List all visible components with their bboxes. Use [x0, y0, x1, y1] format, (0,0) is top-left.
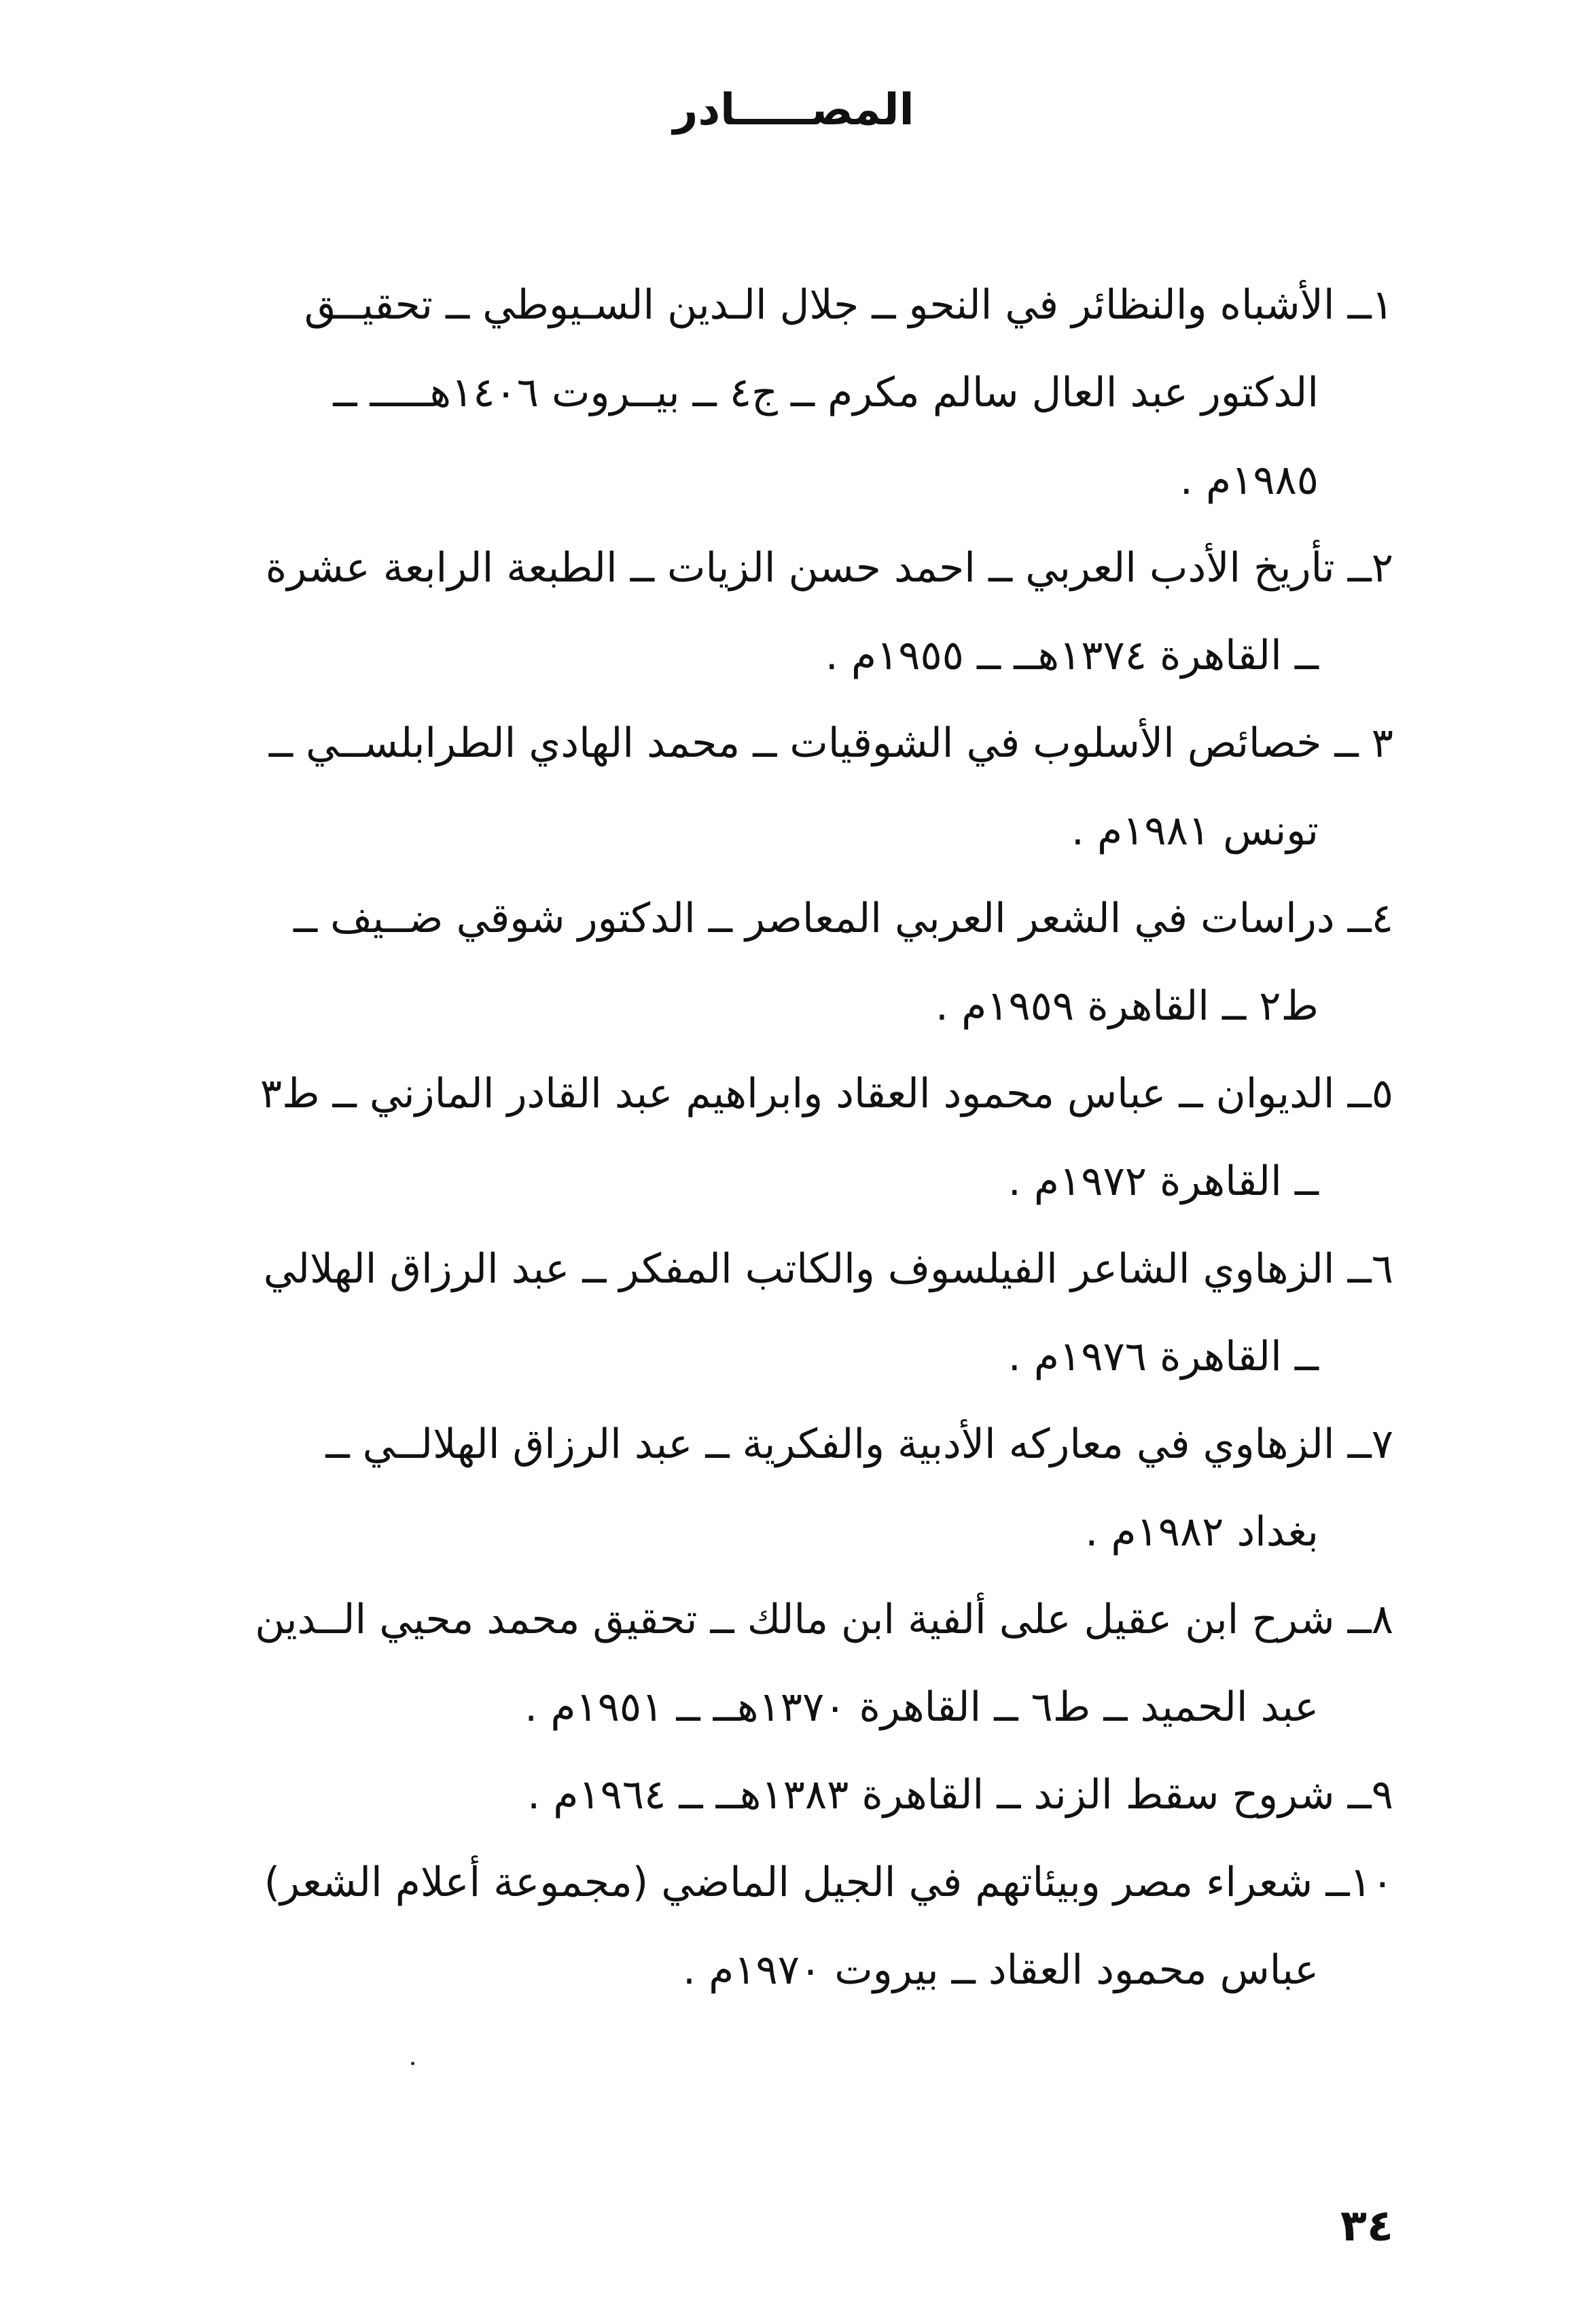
- scan-speck: [411, 2062, 414, 2065]
- reference-item: [177, 262, 1393, 524]
- reference-line: ٤ــ دراسات في الشعر العربي المعاصر ــ الدكتور شوقي ضــيف ــ: [293, 895, 1393, 942]
- reference-item: [177, 1050, 1393, 1226]
- reference-line: ٨ــ شرح ابن عقيل على ألفية ابن مالك ــ تحقيق محمد محيي الــدين: [255, 1596, 1393, 1643]
- reference-line: ٢ــ تأريخ الأدب العربي ــ احمد حسن الزيات ــ الطبعة الرابعة عشرة: [265, 544, 1393, 592]
- reference-item: [177, 875, 1393, 1050]
- reference-line: ــ القاهرة ١٣٧٤هــ ــ ١٩٥٥م .: [825, 632, 1319, 679]
- reference-line: ٧ــ الزهاوي في معاركه الأدبية والفكرية ــ عبد الرزاق الهلالــي ــ: [325, 1420, 1393, 1468]
- reference-line: بغداد ١٩٨٢م .: [1085, 1508, 1319, 1556]
- reference-line: ٣ ــ خصائص الأسلوب في الشوقيات ــ محمد الهادي الطرابلســي ــ: [268, 719, 1393, 767]
- page-title: المصـــــادر: [673, 85, 914, 135]
- reference-line: ــ القاهرة ١٩٧٢م .: [1008, 1158, 1319, 1205]
- reference-line: ٥ــ الديوان ــ عباس محمود العقاد وابراهيم عبد القادر المازني ــ ط٣: [260, 1070, 1393, 1118]
- reference-item: [177, 1401, 1393, 1576]
- reference-item: [177, 700, 1393, 875]
- reference-line: الدكتور عبد العال سالم مكرم ــ ج٤ ــ بيــروت ١٤٠٦هـــــ ــ: [333, 369, 1319, 416]
- reference-item: [177, 1751, 1393, 1839]
- reference-line: ط٢ ــ القاهرة ١٩٥٩م .: [935, 982, 1319, 1030]
- references-list: [177, 262, 1393, 2014]
- reference-line: ٦ــ الزهاوي الشاعر الفيلسوف والكاتب المفكر ــ عبد الرزاق الهلالي: [263, 1245, 1393, 1293]
- reference-line: ــ القاهرة ١٩٧٦م .: [1008, 1333, 1319, 1380]
- reference-item: [177, 1839, 1393, 2014]
- reference-line: تونس ١٩٨١م .: [1071, 807, 1319, 855]
- reference-line: ١٩٨٥م .: [1179, 457, 1319, 504]
- reference-item: [177, 1226, 1393, 1401]
- reference-line: ٩ــ شروح سقط الزند ــ القاهرة ١٣٨٣هــ ــ ١٩٦٤م .: [527, 1771, 1393, 1819]
- reference-line: عبد الحميد ــ ط٦ ــ القاهرة ١٣٧٠هــ ــ ١٩٥١م .: [524, 1683, 1319, 1731]
- reference-line: ١ــ الأشباه والنظائر في النحو ــ جلال الـدين السـيوطي ــ تحقيــق: [304, 281, 1393, 329]
- reference-line: ١٠ــ شعراء مصر وبيئاتهم في الجيل الماضي (مجموعة أعلام الشعر): [264, 1859, 1393, 1906]
- reference-line: عباس محمود العقاد ــ بيروت ١٩٧٠م .: [682, 1946, 1319, 1994]
- reference-item: [177, 524, 1393, 700]
- page-number: ٣٤: [1340, 2201, 1393, 2251]
- reference-item: [177, 1576, 1393, 1751]
